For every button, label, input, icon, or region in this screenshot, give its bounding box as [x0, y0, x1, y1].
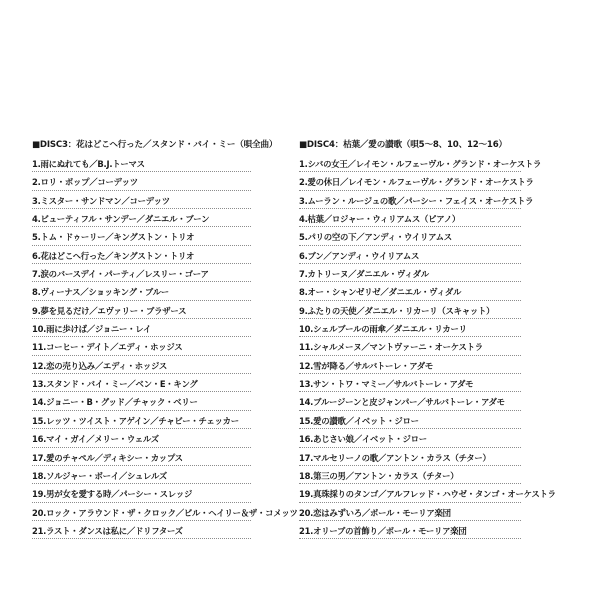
disc4-track: 1.シバの女王／レイモン・ルフェーヴル・グランド・オーケストラ	[299, 155, 589, 173]
disc4-track: 6.ブン／アンディ・ウイリアムス	[299, 247, 589, 265]
disc4-track: 14.ブルージーンと皮ジャンパー／サルバトーレ・アダモ	[299, 393, 589, 411]
disc4-title: ■DISC4：枯葉／愛の讃歌（唄5〜8、10、12〜16）	[299, 140, 507, 150]
disc4-track: 18.第三の男／アントン・カラス（チター）	[299, 467, 589, 485]
disc3-track: 6.花はどこへ行った／キングストン・トリオ	[32, 247, 322, 265]
disc4-section	[299, 139, 589, 540]
disc3-track: 19.男が女を愛する時／パーシー・スレッジ	[32, 485, 322, 503]
disc3-track: 4.ビューティフル・サンデー／ダニエル・ブーン	[32, 210, 322, 228]
disc3-section	[32, 139, 322, 540]
disc4-track: 2.愛の休日／レイモン・ルフェーヴル・グランド・オーケストラ	[299, 173, 589, 191]
disc3-track: 11.コーヒー・デイト／エディ・ホッジス	[32, 338, 322, 356]
disc3-track: 18.ソルジャー・ボーイ／シュレルズ	[32, 467, 322, 485]
disc3-track: 21.ラスト・ダンスは私に／ドリフターズ	[32, 522, 322, 540]
disc3-track-list	[32, 155, 322, 540]
disc3-track: 9.夢を見るだけ／エヴァリー・ブラザース	[32, 302, 322, 320]
disc3-track: 16.マイ・ガイ／メリー・ウェルズ	[32, 430, 322, 448]
disc4-track: 17.マルセリーノの歌／アントン・カラス（チター）	[299, 449, 589, 467]
disc4-track: 5.パリの空の下／アンディ・ウイリアムス	[299, 228, 589, 246]
disc4-track: 8.オー・シャンゼリゼ／ダニエル・ヴィダル	[299, 283, 589, 301]
disc3-track: 20.ロック・アラウンド・ザ・クロック／ビル・ヘイリー＆ザ・コメッツ	[32, 504, 322, 522]
disc3-track: 2.ロリ・ポップ／コーデッツ	[32, 173, 322, 191]
disc4-track: 12.雪が降る／サルバトーレ・アダモ	[299, 357, 589, 375]
disc3-track: 15.レッツ・ツイスト・アゲイン／チャビー・チェッカー	[32, 412, 322, 430]
disc4-track: 13.サン・トワ・マミー／サルバトーレ・アダモ	[299, 375, 589, 393]
disc3-track: 8.ヴィーナス／ショッキング・ブルー	[32, 283, 322, 301]
disc3-track: 3.ミスター・サンドマン／コーデッツ	[32, 192, 322, 210]
disc4-track: 10.シェルブールの雨傘／ダニエル・リカーリ	[299, 320, 589, 338]
disc3-track: 1.雨にぬれても／B.J.トーマス	[32, 155, 322, 173]
disc3-track: 10.雨に歩けば／ジョニー・レイ	[32, 320, 322, 338]
disc3-track: 7.涙のバースデイ・パーティ／レスリー・ゴーア	[32, 265, 322, 283]
disc4-track: 4.枯葉／ロジャー・ウィリアムス（ピアノ）	[299, 210, 589, 228]
disc3-track: 17.愛のチャペル／ディキシー・カップス	[32, 449, 322, 467]
disc3-track: 14.ジョニー・B・グッド／チャック・ベリー	[32, 393, 322, 411]
disc4-track: 20.恋はみずいろ／ポール・モーリア楽団	[299, 504, 589, 522]
disc4-track: 11.シャルメーヌ／マントヴァーニ・オーケストラ	[299, 338, 589, 356]
disc4-track-list	[299, 155, 589, 540]
disc4-track: 16.あじさい娘／イベット・ジロー	[299, 430, 589, 448]
disc4-track: 21.オリーブの首飾り／ポール・モーリア楽団	[299, 522, 589, 540]
disc4-track: 7.カトリーヌ／ダニエル・ヴィダル	[299, 265, 589, 283]
disc3-track: 13.スタンド・バイ・ミー／ベン・E・キング	[32, 375, 322, 393]
disc4-track: 9.ふたりの天使／ダニエル・リカーリ（スキャット）	[299, 302, 589, 320]
disc4-track: 19.真珠採りのタンゴ／アルフレッド・ハウゼ・タンゴ・オーケストラ	[299, 485, 589, 503]
disc4-track: 3.ムーラン・ルージュの歌／パーシー・フェイス・オーケストラ	[299, 192, 589, 210]
disc3-title: ■DISC3：花はどこへ行った／スタンド・バイ・ミー（唄全曲）	[32, 140, 278, 150]
disc3-track: 12.恋の売り込み／エディ・ホッジス	[32, 357, 322, 375]
disc4-track: 15.愛の讃歌／イベット・ジロー	[299, 412, 589, 430]
disc3-track: 5.トム・ドゥーリー／キングストン・トリオ	[32, 228, 322, 246]
